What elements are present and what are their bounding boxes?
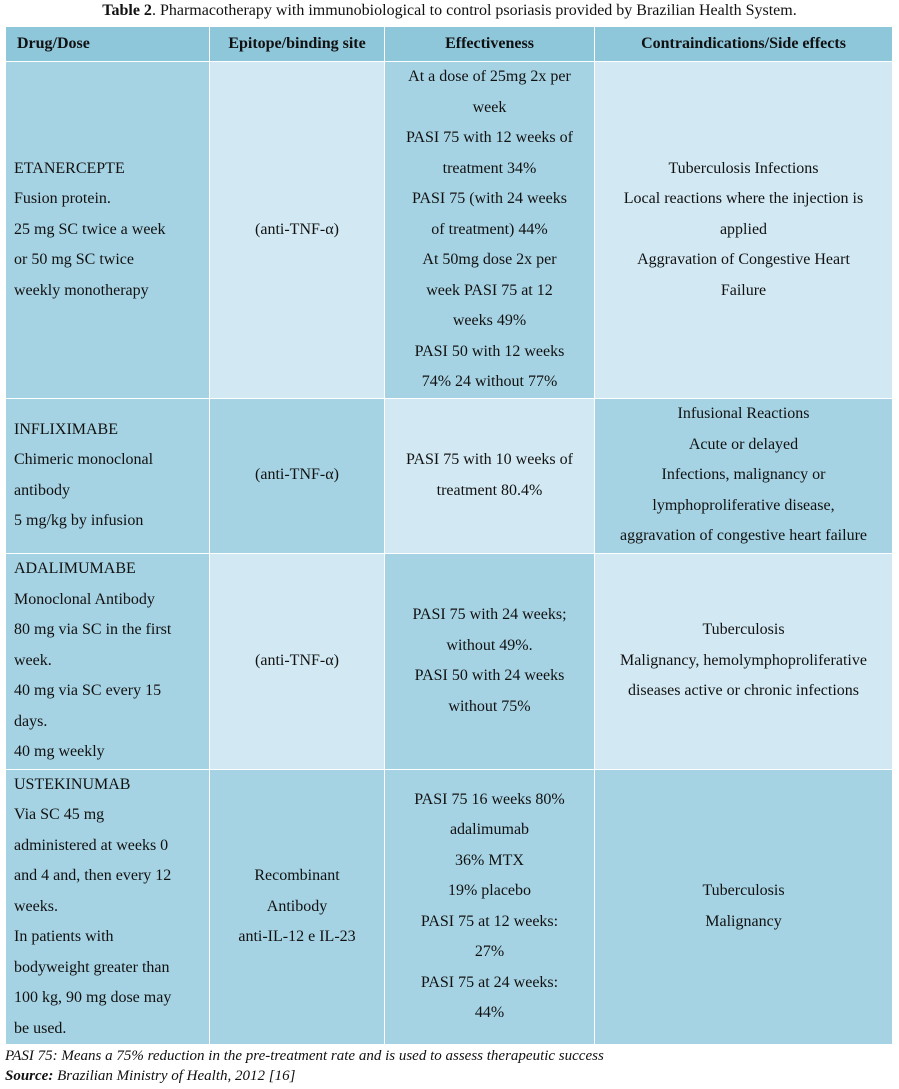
source-text: Brazilian Ministry of Health, 2012 [16] <box>53 1068 296 1084</box>
table-cell-epitope <box>210 398 385 553</box>
cell-line: Infusional Reactions <box>677 405 810 423</box>
table-cell-drug <box>6 62 210 399</box>
cell-line: 74% 24 without 77% <box>421 373 558 390</box>
table-cell-side-effects <box>595 62 893 399</box>
table-cell-drug <box>6 553 210 769</box>
cell-line: 80 mg via SC in the first <box>14 621 172 639</box>
cell-line: In patients with <box>14 928 114 945</box>
header-side-effects: Contraindications/Side effects <box>595 27 893 62</box>
cell-line: Malignancy <box>705 912 782 930</box>
table-cell-epitope <box>210 62 385 399</box>
cell-line: Infections, malignancy or <box>661 466 826 484</box>
cell-line: PASI 75 with 24 weeks; <box>412 606 567 623</box>
cell-line: antibody <box>14 481 70 499</box>
cell-line: Aggravation of Congestive Heart <box>637 251 850 268</box>
header-drug-dose: Drug/Dose <box>6 27 210 62</box>
cell-line: 19% placebo <box>447 882 532 900</box>
cell-line: without 75% <box>448 697 531 715</box>
cell-line: aggravation of congestive heart failure <box>620 527 867 545</box>
table-row <box>6 398 893 553</box>
cell-line: 100 kg, 90 mg dose may <box>14 989 172 1006</box>
table-cell-effectiveness <box>385 398 595 553</box>
cell-line: 5 mg/kg by infusion <box>14 512 144 529</box>
cell-line: anti-IL-12 e IL-23 <box>238 928 356 945</box>
cell-line: USTEKINUMAB <box>14 775 131 793</box>
cell-line: adalimumab <box>449 821 530 839</box>
cell-line: Local reactions where the injection is <box>623 190 864 207</box>
cell-line: PASI 75 (with 24 weeks <box>412 190 567 207</box>
table-row <box>6 553 893 769</box>
cell-line: Fusion protein. <box>14 190 111 207</box>
table-row <box>6 62 893 399</box>
cell-line: Tuberculosis <box>702 882 785 900</box>
table-caption <box>0 0 899 26</box>
cell-line: Antibody <box>266 897 328 915</box>
table-row <box>6 769 893 1045</box>
cell-line: PASI 50 with 12 weeks <box>414 342 565 360</box>
cell-line: (anti-TNF-α) <box>255 651 339 669</box>
table-cell-epitope <box>210 769 385 1045</box>
cell-line: Failure <box>720 281 767 299</box>
table-header-row <box>6 27 893 62</box>
cell-line: PASI 50 with 24 weeks <box>414 667 565 684</box>
cell-line: PASI 75 with 12 weeks of <box>406 129 573 146</box>
table-cell-side-effects <box>595 553 893 769</box>
cell-line: Recombinant <box>254 867 340 884</box>
cell-line: (anti-TNF-α) <box>255 466 339 484</box>
table-cell-drug <box>6 769 210 1045</box>
cell-line: Chimeric monoclonal <box>14 451 154 468</box>
cell-line: weeks 49% <box>452 312 527 329</box>
table-footnote <box>5 1046 895 1086</box>
table-cell-drug <box>6 398 210 553</box>
cell-line: be used. <box>14 1019 67 1037</box>
cell-line: ADALIMUMABE <box>14 560 136 578</box>
cell-line: Monoclonal Antibody <box>14 590 155 608</box>
cell-line: Tuberculosis <box>702 621 785 639</box>
cell-line: weekly monotherapy <box>14 281 149 299</box>
header-epitope: Epitope/binding site <box>210 27 385 62</box>
cell-line: and 4 and, then every 12 <box>14 867 172 884</box>
cell-line: PASI 75 16 weeks 80% <box>414 790 565 808</box>
caption-label: Table 2 <box>102 2 152 19</box>
cell-line: PASI 75 with 10 weeks of <box>406 451 573 468</box>
cell-line: 40 mg via SC every 15 <box>14 682 162 700</box>
cell-line: At a dose of 25mg 2x per <box>408 68 571 85</box>
cell-line: without 49%. <box>446 636 533 654</box>
cell-line: Via SC 45 mg <box>14 806 105 823</box>
cell-line: days. <box>14 712 48 730</box>
cell-line: or 50 mg SC twice <box>14 251 134 268</box>
cell-line: 40 mg weekly <box>14 743 105 761</box>
cell-line: treatment 34% <box>442 159 537 177</box>
table-cell-epitope <box>210 553 385 769</box>
source-label: Source: <box>5 1068 54 1084</box>
table-cell-effectiveness <box>385 62 595 399</box>
pasi-note: PASI 75: Means a 75% reduction in the pre-treatment rate and is used to assess therapeutic success <box>5 1048 604 1064</box>
pharmacotherapy-table <box>5 26 893 1045</box>
source-line <box>5 1066 895 1086</box>
cell-line: PASI 75 at 24 weeks: <box>420 973 559 991</box>
table-cell-side-effects <box>595 398 893 553</box>
table-cell-effectiveness <box>385 553 595 769</box>
cell-line: administered at weeks 0 <box>14 836 169 854</box>
cell-line: diseases active or chronic infections <box>627 682 860 700</box>
cell-line: INFLIXIMABE <box>14 420 118 438</box>
cell-line: applied <box>719 220 768 238</box>
caption-text: . Pharmacotherapy with immunobiological to control psoriasis provided by Brazilian Health System. <box>151 2 797 19</box>
cell-line: lymphoproliferative disease, <box>652 496 835 514</box>
cell-line: ETANERCEPTE <box>14 159 125 177</box>
cell-line: PASI 75 at 12 weeks: <box>420 912 559 930</box>
cell-line: At 50mg dose 2x per <box>422 251 557 268</box>
cell-line: Acute or delayed <box>688 435 799 453</box>
header-effectiveness: Effectiveness <box>385 27 595 62</box>
cell-line: week <box>472 98 507 116</box>
table-cell-effectiveness <box>385 769 595 1045</box>
cell-line: 25 mg SC twice a week <box>14 220 166 238</box>
cell-line: (anti-TNF-α) <box>255 220 339 238</box>
cell-line: of treatment) 44% <box>431 220 548 238</box>
cell-line: 36% MTX <box>455 851 524 869</box>
cell-line: weeks. <box>14 897 58 915</box>
cell-line: Tuberculosis Infections <box>668 159 819 177</box>
table-cell-side-effects <box>595 769 893 1045</box>
cell-line: bodyweight greater than <box>14 958 170 976</box>
cell-line: week. <box>14 651 52 669</box>
cell-line: Malignancy, hemolymphoproliferative <box>620 651 867 669</box>
cell-line: week PASI 75 at 12 <box>426 281 553 299</box>
cell-line: 44% <box>474 1004 505 1022</box>
cell-line: treatment 80.4% <box>436 481 543 499</box>
cell-line: 27% <box>474 943 505 961</box>
